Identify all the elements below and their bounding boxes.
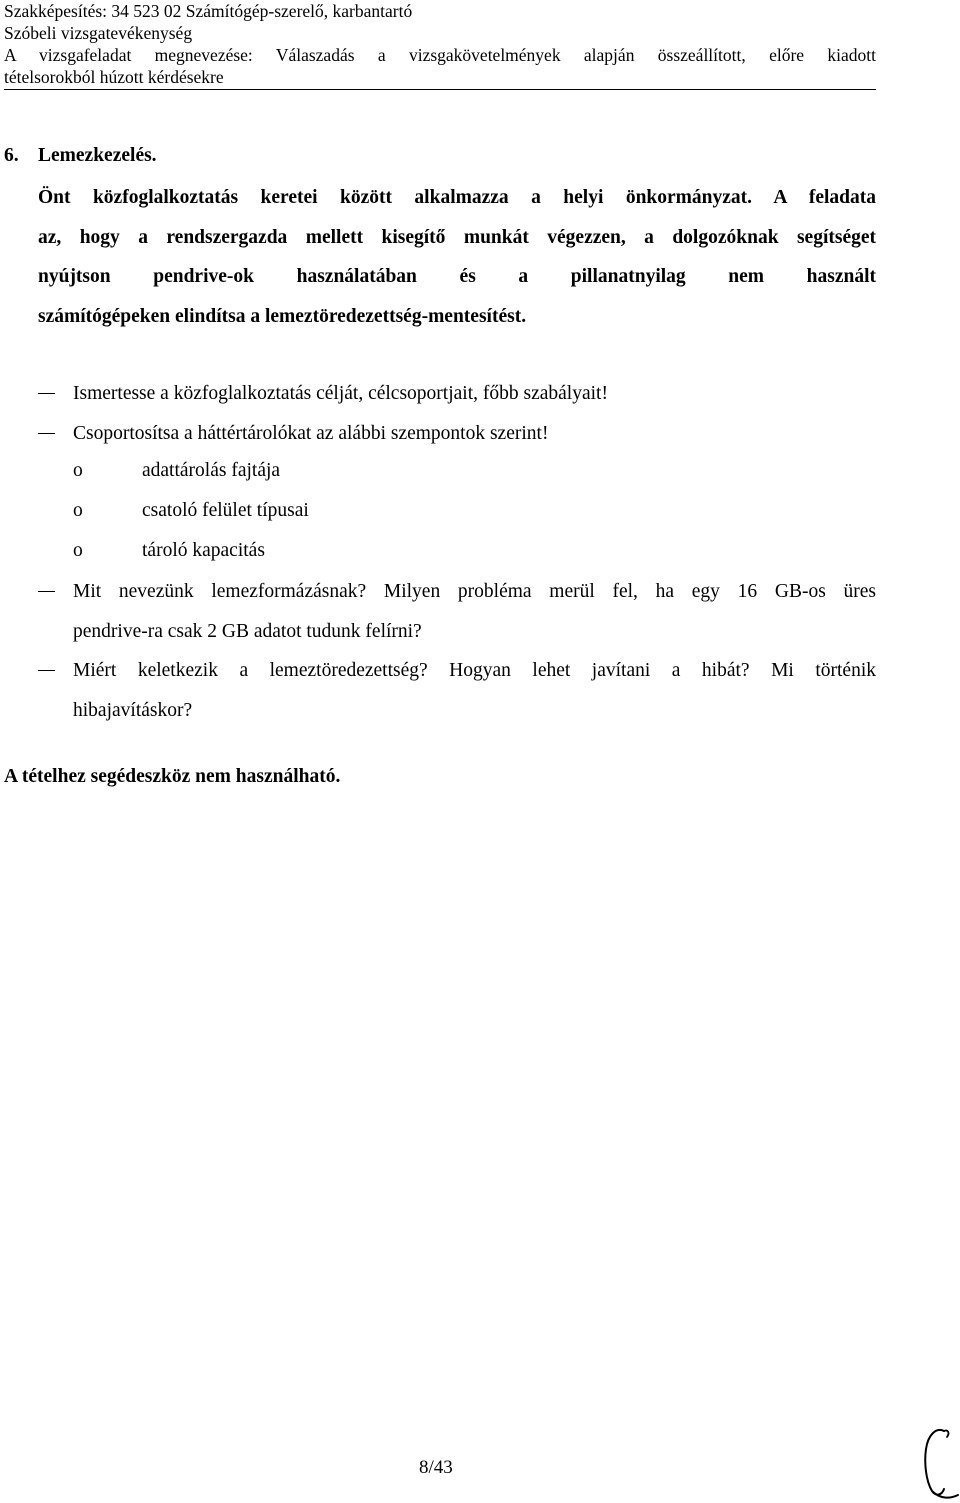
aids-note: A tételhez segédeszköz nem használható. xyxy=(4,766,341,787)
dash-bullet-icon xyxy=(38,393,55,394)
circle-bullet-icon: o xyxy=(73,460,83,481)
qualification-line: Szakképesítés: 34 523 02 Számítógép-szerelő, karbantartó xyxy=(4,1,413,21)
question-item xyxy=(38,572,876,652)
question-text: Mit nevezünk lemezformázásnak? Milyen probléma merül fel, ha egy 16 GB-os üres xyxy=(73,581,876,602)
task-description xyxy=(38,178,876,336)
task-line: az, hogy a rendszergazda mellett kisegítő munkát végezzen, a dolgozóknak segítséget xyxy=(38,226,876,248)
task-line: számítógépeken elindítsa a lemeztöredezettség-mentesítést. xyxy=(38,305,527,327)
question-item xyxy=(38,651,876,731)
question-text: pendrive-ra csak 2 GB adatot tudunk felírni? xyxy=(73,621,422,642)
page-header xyxy=(4,0,876,88)
question-item xyxy=(38,414,876,454)
circle-bullet-icon: o xyxy=(73,540,83,561)
sub-item-text: csatoló felület típusai xyxy=(142,500,309,521)
sub-list-item xyxy=(73,531,265,571)
dash-bullet-icon xyxy=(38,591,55,592)
question-text: Miért keletkezik a lemeztöredezettség? Hogyan lehet javítani a hibát? Mi történik xyxy=(73,660,876,681)
question-text: Ismertesse a közfoglalkoztatás célját, célcsoportjait, főbb szabályait! xyxy=(73,383,608,404)
task-line: nyújtson pendrive-ok használatában és a pillanatnyilag nem használt xyxy=(38,266,876,287)
task-line: Önt közfoglalkoztatás keretei között alkalmazza a helyi önkormányzat. A feladata xyxy=(38,187,876,208)
exam-activity-line: Szóbeli vizsgatevékenység xyxy=(4,23,193,43)
signature-icon xyxy=(914,1425,960,1503)
sub-list-item xyxy=(73,491,309,531)
question-text: Csoportosítsa a háttértárolókat az alábbi szempontok szerint! xyxy=(73,423,549,444)
section-title: Lemezkezelés. xyxy=(38,145,157,166)
section-number: 6. xyxy=(4,145,19,166)
exam-task-name-continuation: tételsorokból húzott kérdésekre xyxy=(4,67,224,87)
question-text: hibajavításkor? xyxy=(73,700,193,721)
exam-task-name-line: A vizsgafeladat megnevezése: Válaszadás a vizsgakövetelmények alapján összeállított, előre kiadott xyxy=(4,45,876,65)
question-item xyxy=(38,374,876,414)
page-number: 8/43 xyxy=(419,1457,453,1478)
header-divider xyxy=(4,89,876,90)
section-heading xyxy=(4,142,157,170)
dash-bullet-icon xyxy=(38,670,55,671)
sub-item-text: tároló kapacitás xyxy=(142,540,265,561)
circle-bullet-icon: o xyxy=(73,500,83,521)
sub-list-item xyxy=(73,451,281,491)
sub-item-text: adattárolás fajtája xyxy=(142,460,281,481)
dash-bullet-icon xyxy=(38,433,55,434)
